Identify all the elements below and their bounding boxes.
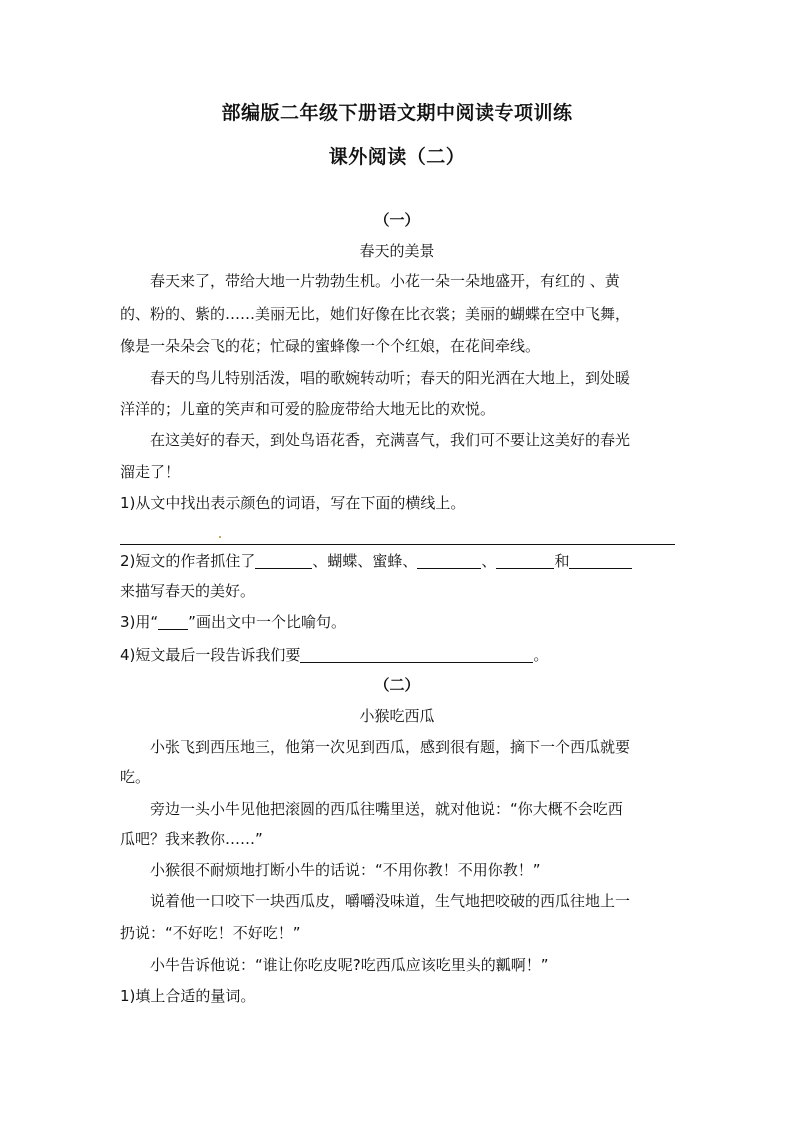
stray-mark xyxy=(219,536,221,538)
s1-question-3 xyxy=(120,612,680,632)
worksheet-subtitle: 课外阅读（二） xyxy=(328,146,466,168)
s1-p1-line1: 春天来了，带给大地一片勃勃生机。小花一朵一朵地盛开，有红的 、黄 xyxy=(150,272,620,290)
s2-p5-line1: 小牛告诉他说：“谁让你吃皮呢?吃西瓜应该吃里头的瓤啊！” xyxy=(150,956,549,974)
s2-p1-line2: 吃。 xyxy=(120,768,151,786)
s2-p2-line2: 瓜吧？我来教你……” xyxy=(120,830,263,848)
q2-text-a: 2)短文的作者抓住了 xyxy=(120,552,256,570)
q4-text-b: 。 xyxy=(533,646,549,664)
q2-text-d: 和 xyxy=(554,552,570,570)
q2-text-c: 、 xyxy=(481,552,497,570)
s2-p2-line1: 旁边一头小牛见他把滚圆的西瓜往嘴里送，就对他说：“你大概不会吃西 xyxy=(150,800,623,818)
s1-question-4 xyxy=(120,645,680,665)
s2-p4-line1: 说着他一口咬下一块西瓜皮，嚼嚼没味道，生气地把咬破的西瓜往地上一 xyxy=(150,892,631,910)
s2-p3-line1: 小猴很不耐烦地打断小牛的话说：“不用你教！不用你教！” xyxy=(150,861,541,879)
s2-question-1: 1)填上合适的量词。 xyxy=(120,987,256,1005)
s1-question-1: 1)从文中找出表示颜色的词语，写在下面的横线上。 xyxy=(120,494,466,512)
s1-p1-line2: 的、粉的、紫的……美丽无比，她们好像在比衣裳；美丽的蝴蝶在空中飞舞， xyxy=(120,305,631,323)
q2-text-b: 、蝴蝶、蜜蜂、 xyxy=(312,552,418,570)
answer-blank-q4[interactable] xyxy=(300,646,533,663)
answer-blank-q2-4[interactable] xyxy=(569,552,632,569)
answer-blank-q2-3[interactable] xyxy=(496,552,554,569)
s2-p1-line1: 小张飞到西压地三，他第一次见到西瓜，感到很有题，摘下一个西瓜就要 xyxy=(150,738,631,756)
section-1-heading: 春天的美景 xyxy=(359,242,435,260)
section-2-label: （二） xyxy=(374,676,420,694)
q4-text-a: 4)短文最后一段告诉我们要 xyxy=(120,646,301,664)
answer-blank-q2-1[interactable] xyxy=(255,552,312,569)
s2-p4-line2: 扔说：“不好吃！不好吃！” xyxy=(120,924,301,942)
answer-blank-q1[interactable] xyxy=(120,544,675,545)
s1-question-2 xyxy=(120,551,680,571)
q3-text-b: ”画出文中一个比喻句。 xyxy=(188,613,346,631)
s1-p2-line2: 洋洋的；儿童的笑声和可爱的脸庞带给大地无比的欢悦。 xyxy=(120,400,496,418)
s1-question-2-line2: 来描写春天的美好。 xyxy=(120,582,256,600)
worksheet-title: 部编版二年级下册语文期中阅读专项训练 xyxy=(221,102,573,124)
section-2-heading: 小猴吃西瓜 xyxy=(359,707,435,725)
section-1-label: （一） xyxy=(374,211,420,229)
q3-text-a: 3)用“ xyxy=(120,613,159,631)
underline-sample xyxy=(158,613,188,630)
s1-p3-line2: 溜走了！ xyxy=(120,463,181,481)
answer-blank-q2-2[interactable] xyxy=(417,552,481,569)
s1-p3-line1: 在这美好的春天，到处鸟语花香，充满喜气，我们可不要让这美好的春光 xyxy=(150,431,631,449)
s1-p1-line3: 像是一朵朵会飞的花；忙碌的蜜蜂像一个个红娘，在花间牵线。 xyxy=(120,337,541,355)
s1-p2-line1: 春天的鸟儿特别活泼，唱的歌婉转动听；春天的阳光洒在大地上，到处暖 xyxy=(150,369,631,387)
